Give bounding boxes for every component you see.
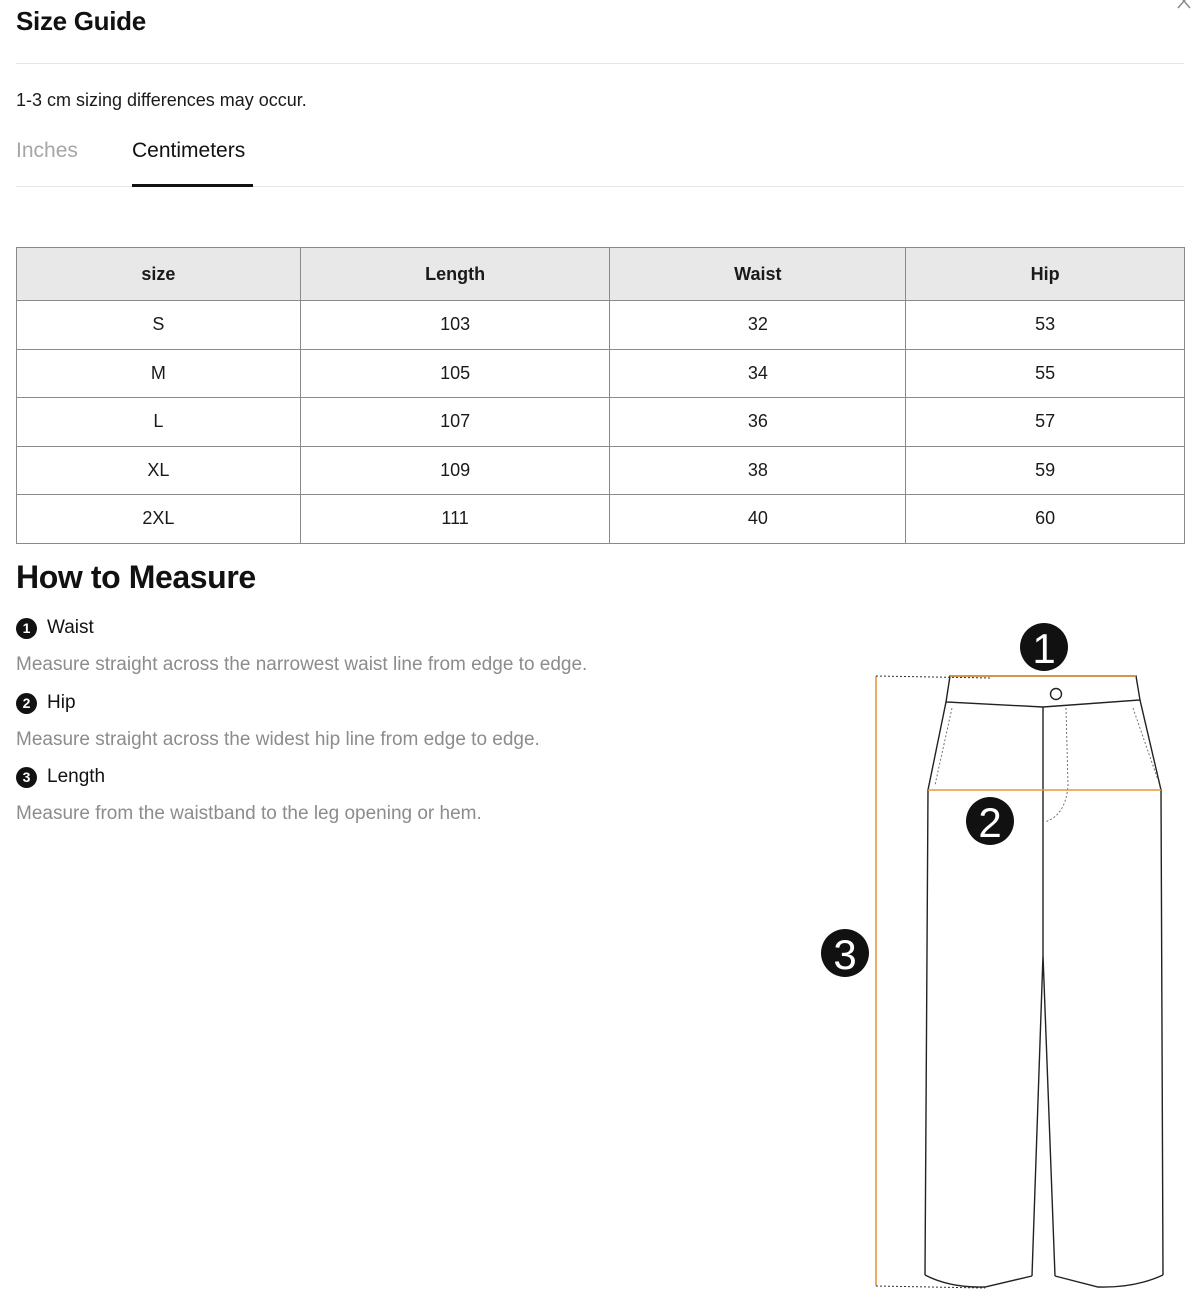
unit-tabs	[16, 130, 1184, 187]
table-row	[17, 349, 1185, 398]
step-number-badge: 3	[16, 767, 37, 788]
cell-hip: 53	[906, 301, 1185, 350]
step-description: Measure from the waistband to the leg opening or hem.	[16, 803, 482, 824]
step-waist	[16, 617, 94, 639]
close-button[interactable]	[1172, 0, 1196, 14]
cell-waist: 34	[610, 349, 906, 398]
step-label: Waist	[47, 617, 94, 638]
header-size: size	[17, 248, 301, 301]
cell-length: 105	[300, 349, 610, 398]
cell-length: 111	[300, 495, 610, 544]
modal-title: Size Guide	[16, 6, 146, 36]
cell-size: S	[17, 301, 301, 350]
tab-centimeters[interactable]: Centimeters	[132, 139, 246, 162]
active-tab-indicator	[132, 184, 253, 187]
step-hip	[16, 692, 76, 714]
table-header-row	[17, 248, 1185, 301]
step-length	[16, 766, 105, 788]
marker-label: 1	[1032, 625, 1056, 672]
cell-waist: 40	[610, 495, 906, 544]
header-length: Length	[300, 248, 610, 301]
table-row	[17, 495, 1185, 544]
step-number-badge: 1	[16, 618, 37, 639]
marker-label: 3	[833, 931, 857, 978]
table-row	[17, 446, 1185, 495]
marker-1	[1020, 623, 1068, 672]
cell-length: 109	[300, 446, 610, 495]
tab-inches[interactable]: Inches	[16, 139, 78, 162]
marker-label: 2	[978, 799, 1002, 846]
cell-size: 2XL	[17, 495, 301, 544]
close-icon	[1172, 0, 1196, 14]
pants-outline	[925, 676, 1163, 1287]
cell-size: XL	[17, 446, 301, 495]
cell-hip: 57	[906, 398, 1185, 447]
header-divider	[16, 63, 1184, 64]
cell-waist: 36	[610, 398, 906, 447]
how-to-measure-title: How to Measure	[16, 559, 256, 595]
cell-hip: 59	[906, 446, 1185, 495]
marker-3	[821, 929, 869, 978]
step-description: Measure straight across the widest hip line from edge to edge.	[16, 729, 540, 750]
pants-details	[935, 708, 1158, 822]
step-description: Measure straight across the narrowest waist line from edge to edge.	[16, 654, 588, 675]
header-hip: Hip	[906, 248, 1185, 301]
cell-hip: 55	[906, 349, 1185, 398]
cell-size: L	[17, 398, 301, 447]
cell-length: 103	[300, 301, 610, 350]
step-label: Hip	[47, 692, 76, 713]
sizing-notice: 1-3 cm sizing differences may occur.	[16, 90, 307, 110]
step-label: Length	[47, 766, 106, 787]
measurement-lines	[876, 676, 1161, 1288]
cell-waist: 32	[610, 301, 906, 350]
pants-diagram	[800, 600, 1200, 1308]
cell-size: M	[17, 349, 301, 398]
table-row	[17, 398, 1185, 447]
cell-length: 107	[300, 398, 610, 447]
cell-hip: 60	[906, 495, 1185, 544]
marker-2	[966, 797, 1014, 846]
cell-waist: 38	[610, 446, 906, 495]
size-table	[16, 247, 1185, 544]
step-number-badge: 2	[16, 693, 37, 714]
header-waist: Waist	[610, 248, 906, 301]
table-row	[17, 301, 1185, 350]
